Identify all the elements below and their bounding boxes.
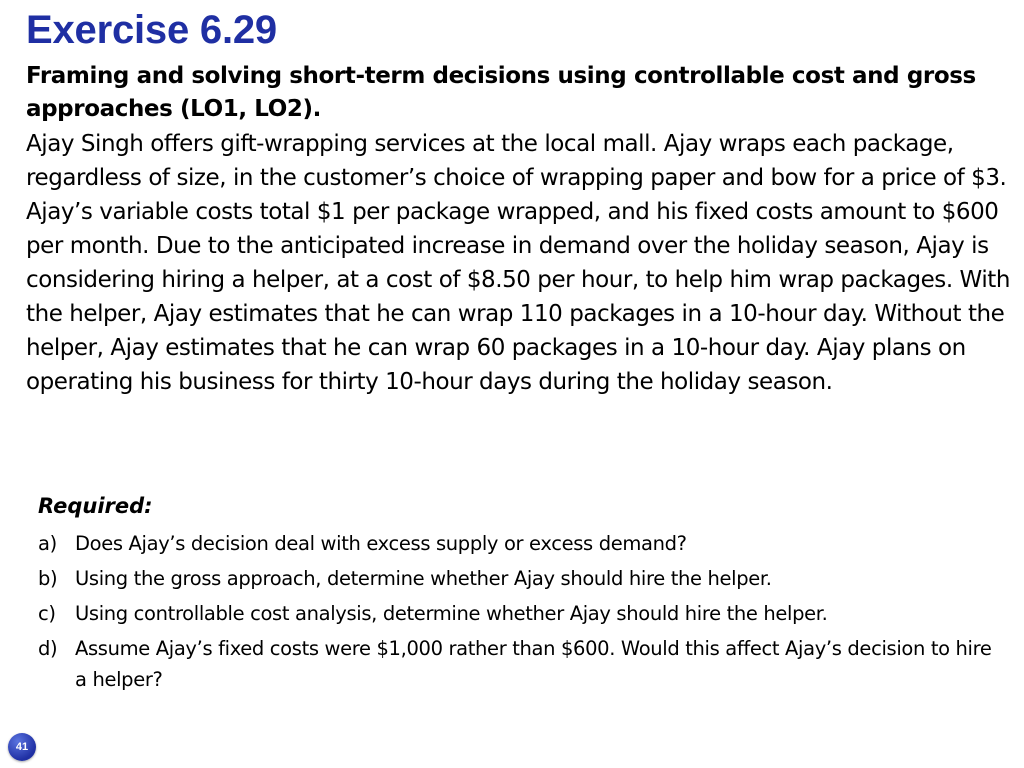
exercise-body: Ajay Singh offers gift-wrapping services at the local mall. Ajay wraps each package, regardless of size, in the customer’s choice of wrapping paper and bow for a price of $3. Ajay’s variable costs total $1 per package wrapped, and his fixed costs amount to $600 per month. Due to the anticipated increase in demand over the holiday season, Ajay is considering hiring a helper, at a cost of $8.50 per hour, to help him wrap packages. With the helper, Ajay estimates that he can wrap 110 packages in a 10-hour day. Without the helper, Ajay estimates that he can wrap 60 packages in a 10-hour day. Ajay plans on operating his business for thirty 10-hour days during the holiday season. <box>26 131 1010 395</box>
requirement-marker: d) <box>38 637 58 660</box>
page-number-badge: 41 <box>8 733 36 761</box>
slide-title: Exercise 6.29 <box>26 8 277 52</box>
requirement-item-d <box>38 633 998 695</box>
requirement-text: Assume Ajay’s fixed costs were $1,000 rather than $600. Would this affect Ajay’s decision to hire a helper? <box>75 637 992 691</box>
requirement-marker: c) <box>38 602 56 625</box>
requirement-marker: b) <box>38 567 58 590</box>
required-heading: Required: <box>38 494 153 518</box>
requirement-item-b <box>38 563 998 594</box>
requirement-text: Using controllable cost analysis, determine whether Ajay should hire the helper. <box>75 602 828 625</box>
requirement-item-c <box>38 598 998 629</box>
requirement-marker: a) <box>38 532 57 555</box>
exercise-subtitle: Framing and solving short-term decisions using controllable cost and gross approaches (LO1, LO2). <box>26 63 976 122</box>
requirement-text: Using the gross approach, determine whether Ajay should hire the helper. <box>75 567 772 590</box>
requirement-item-a <box>38 528 998 559</box>
requirement-text: Does Ajay’s decision deal with excess supply or excess demand? <box>75 532 687 555</box>
requirements-list <box>38 528 998 699</box>
